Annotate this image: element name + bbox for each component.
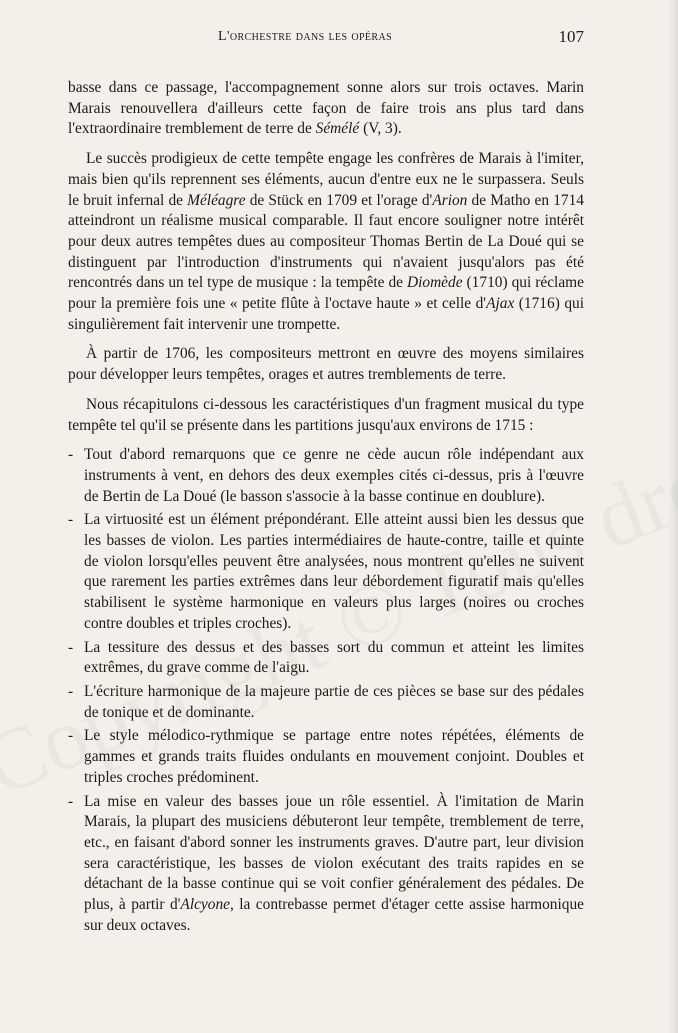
paragraph-4: Nous récapitulons ci-dessous les caractéristiques d'un fragment musical du type tempête tel qu'il se présente dans les partitions jusqu'aux environs de 1715 :: [68, 395, 584, 434]
paragraph-2: Le succès prodigieux de cette tempête engage les confrères de Marais à l'imiter, mais bien qu'ils reprennent ses éléments, aucun d'entre eux ne le surpassera. Seuls le bruit infernal de Méléagre de Stück en 1709 et l'orage d'Arion de Matho en 1714 atteindront un réalisme musical comparable. Il faut encore souligner notre intérêt pour deux autres tempêtes dues au compositeur Thomas Bertin de La Doué qui se distinguent par l'introduction d'instruments qui n'avaient jusqu'alors pas été rencontrés dans un tel type de musique : la tempête de Diomède (1710) qui réclame pour la première fois une « petite flûte à l'octave haute » et celle d'Ajax (1716) qui singulièrement fait intervenir une trompette.: [68, 150, 584, 333]
page-edge-shadow: [668, 0, 678, 1033]
running-title: L'orchestre dans les opéras: [218, 29, 393, 44]
list-dash: -: [68, 682, 74, 700]
page-number: 107: [558, 27, 584, 46]
list-item: - La mise en valeur des basses joue un rôle essentiel. À l'imitation de Marin Marais, la plupart des musiciens débuteront leur tempête, tremblement de terre, etc., en faisant d'abord sonner les instruments graves. D'autre part, leur division sera caractéristique, les basses de violon exécutant des traits rapides en se détachant de la basse continue qui se voit confier généralement des pédales. De plus, à partir d'Alcyone, la contrebasse permet d'étager cette assise harmonique sur deux octaves.: [68, 792, 584, 934]
list-item: - Tout d'abord remarquons que ce genre ne cède aucun rôle indépendant aux instruments à vent, en dehors des deux exemples cités ci-dessus, pris à l'œuvre de Bertin de La Doué (le basson s'associe à la basse continue en doublure).: [68, 446, 584, 505]
list-item: - L'écriture harmonique de la majeure partie de ces pièces se base sur des pédales de tonique et de dominante.: [68, 682, 584, 721]
list-dash: -: [68, 792, 74, 810]
list-dash: -: [68, 638, 74, 656]
paragraph-3: À partir de 1706, les compositeurs mettront en œuvre des moyens similaires pour développer leurs tempêtes, orages et autres tremblements de terre.: [68, 345, 584, 384]
page-header: [68, 27, 584, 49]
list-dash: -: [68, 446, 74, 464]
list-item: - La virtuosité est un élément prépondérant. Elle atteint aussi bien les dessus que les basses de violon. Les parties intermédiaires de haute-contre, taille et quinte de violon lorsqu'elles peuvent être analysées, nous montrent qu'elles ne suivent que rarement les parties extrêmes dans leur débordement figuratif mais qu'elles stabilisent le système harmonique en valeurs plus larges (noires ou croches contre doubles et triples croches).: [68, 511, 584, 632]
characteristics-list: [68, 445, 584, 936]
list-item: - Le style mélodico-rythmique se partage entre notes répétées, éléments de gammes et grands traits fluides ondulants en mouvement conjoint. Doubles et triples croches prédominent.: [68, 727, 584, 786]
list-item: - La tessiture des dessus et des basses sort du commun et atteint les limites extrêmes, du grave comme de l'aigu.: [68, 638, 584, 677]
list-dash: -: [68, 727, 74, 745]
paragraph-1: basse dans ce passage, l'accompagnement sonne alors sur trois octaves. Marin Marais renouvellera d'ailleurs cette façon de faire trois ans plus tard dans l'extraordinaire tremblement de terre de Sémélé (V, 3).: [68, 79, 584, 138]
list-dash: -: [68, 511, 74, 529]
body-text: [68, 78, 584, 939]
